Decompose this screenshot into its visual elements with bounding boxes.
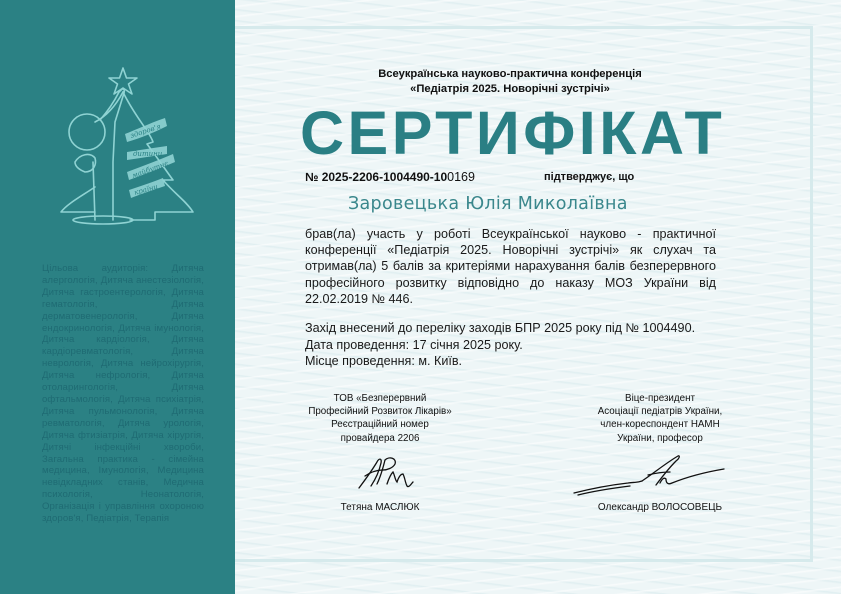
signatory-right-line1: Віце-президент <box>625 393 695 404</box>
confirms-label: підтверджує, що <box>544 171 635 183</box>
event-date: Дата проведення: 17 січня 2025 року. <box>305 337 523 352</box>
signature-right-icon <box>570 453 730 498</box>
signatory-right-name: Олександр ВОЛОСОВЕЦЬ <box>597 502 723 513</box>
signatory-left-line4: провайдера 2206 <box>340 432 420 444</box>
signatory-left-title <box>290 392 470 445</box>
svg-text:здоров'я: здоров'я <box>129 122 162 140</box>
frame-border-top <box>235 26 813 29</box>
signatory-right-title <box>560 392 760 445</box>
signatory-right-line4: України, професор <box>617 432 703 444</box>
svg-text:майбутнє: майбутнє <box>130 159 170 180</box>
signature-left-icon <box>355 454 415 494</box>
event-info <box>305 320 725 370</box>
signatory-right-line2: Асоціації педіатрів України, <box>597 406 723 418</box>
svg-text:дитини: дитини <box>133 150 163 158</box>
event-registry: Захід внесений до переліку заходів БПР 2025 року під № 1004490. <box>305 321 696 335</box>
certificate-number <box>305 170 475 185</box>
event-place: Місце проведення: м. Київ. <box>305 354 463 368</box>
certificate-number-suffix: 0169 <box>447 170 475 184</box>
certificate-number-prefix: № 2025-2206-1004490-10 <box>305 170 448 184</box>
conference-title <box>300 67 720 97</box>
signatory-left-line2: Професійний Розвиток Лікарів» <box>308 406 452 418</box>
conference-title-line2: «Педіатрія 2025. Новорічні зустрічі» <box>410 83 610 95</box>
conference-title-line1: Всеукраїнська науково-практична конференція <box>378 68 642 80</box>
signatory-left-line1: ТОВ «Безперервний <box>333 393 427 404</box>
certificate-title: СЕРТИФІКАТ <box>300 99 726 167</box>
signatory-left-line3: Реєстраційний номер <box>331 419 429 431</box>
participation-statement: брав(ла) участь у роботі Всеукраїнської науково - практичної конференції «Педіатрія 2025. Новорічні зустрічі» як слухач та отримав(ла) 5 балів за критеріями нарахування балів безперервного професійного розвитку відповідно до наказу МОЗ України від 22.02.2019 № 446. <box>305 227 716 306</box>
recipient-name: Заровецька Юлія Миколаївна <box>348 194 628 214</box>
christmas-tree-child-logo-icon <box>55 62 195 227</box>
svg-text:країни: країни <box>133 182 159 197</box>
signatory-right-line3: член-кореспондент НАМН <box>600 419 720 431</box>
signatory-left-name: Тетяна МАСЛЮК <box>340 502 420 513</box>
target-audience-text: Цільова аудиторія: Дитяча алергологія, Дитяча анестезіологія, Дитяча гастроентерологія, Дитяча гематологія, Дитяча дерматовенерологія, Дитяча ендокринологія, Дитяча імунологія, Дитяча кардіологія, Дитяча кардіоревматологія, Дитяча неврологія, Дитяча нейрохірургія, Дитяча нефрологія, Дитяча отоларингологія, Дитяча офтальмологія, Дитяча психіатрія, Дитяча пульмонологія, Дитяча ревматологія, Дитяча урологія, Дитяча фтизіатрія, Дитяча хірургія, Дитячі інфекційні хвороби, Загальна практика - сімейна медицина, Імунологія, Медицина невідкладних станів, Медична психологія, Неонатологія, Організація і управління охороною здоров'я, Педіатрія, Терапія <box>42 263 204 525</box>
sidebar-panel <box>0 0 235 594</box>
frame-border-right <box>810 26 813 562</box>
frame-border-bottom <box>235 559 813 562</box>
